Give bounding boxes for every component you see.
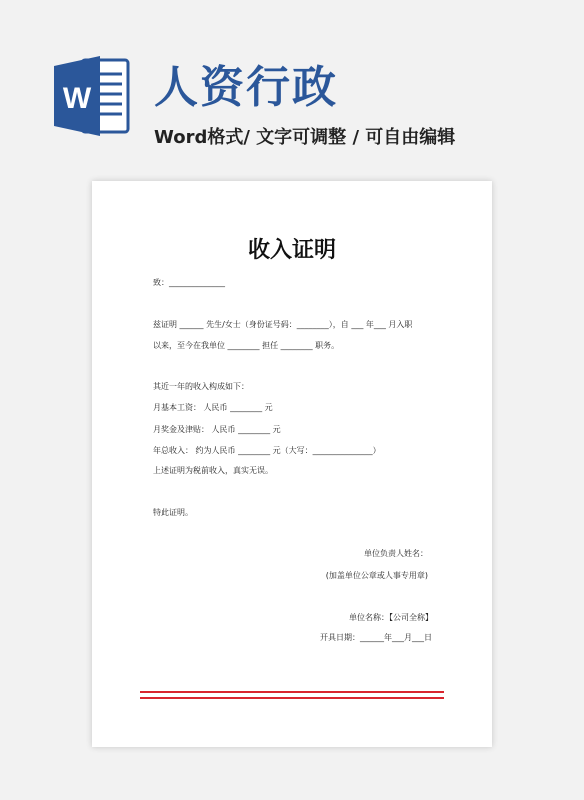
word-logo-letter: W [62, 82, 92, 115]
addressee-line: 致：______________ [153, 278, 225, 287]
base-salary-line: 月基本工资： 人民币 ________ 元 [153, 403, 273, 412]
red-rule-top [140, 691, 444, 693]
income-intro: 其近一年的收入构成如下： [153, 382, 249, 391]
header-subtitle: Word格式/ 文字可调整 / 可自由编辑 [154, 127, 456, 148]
document-page [92, 181, 492, 747]
statement-line: 上述证明为税前收入，真实无误。 [153, 466, 273, 475]
document-title: 收入证明 [247, 238, 336, 263]
signer-line: 单位负责人姓名： [364, 549, 428, 558]
annual-income-line: 年总收入： 约为人民币 ________ 元（大写：_______________） [153, 446, 381, 455]
red-rule-bottom [140, 697, 444, 699]
company-line: 单位名称：【公司全称】 [349, 613, 433, 622]
date-line: 开具日期：______年___月___日 [320, 633, 432, 642]
body-line-1: 兹证明 ______ 先生/女士（身份证号码：________），自 ___ 年___ 月入职 [153, 320, 413, 329]
header-title: 人资行政 [154, 62, 338, 113]
closing-line: 特此证明。 [153, 508, 193, 517]
word-app-icon [52, 54, 130, 138]
seal-line: (加盖单位公章或人事专用章) [325, 571, 428, 580]
bonus-line: 月奖金及津贴： 人民币 ________ 元 [153, 425, 281, 434]
body-line-2: 以来，至今在我单位 ________ 担任 ________ 职务。 [153, 341, 340, 350]
